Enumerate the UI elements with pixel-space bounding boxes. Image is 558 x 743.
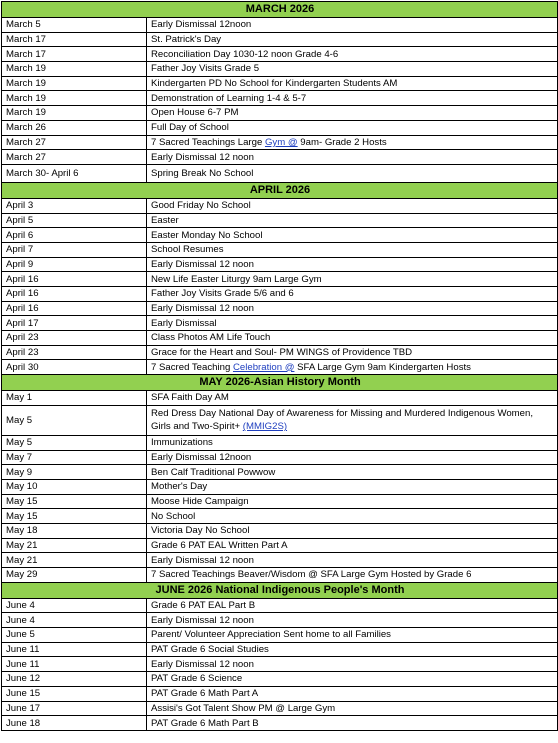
event-cell: New Life Easter Liturgy 9am Large Gym [147, 272, 558, 287]
date-cell: May 15 [2, 509, 147, 524]
table-row [2, 198, 558, 213]
table-row [2, 598, 558, 613]
date-cell: May 21 [2, 553, 147, 568]
table-row [2, 150, 558, 165]
event-cell: Parent/ Volunteer Appreciation Sent home to all Families [147, 628, 558, 643]
table-row [2, 164, 558, 182]
date-cell: March 30- April 6 [2, 164, 147, 182]
table-row [2, 672, 558, 687]
event-cell: Early Dismissal 12 noon [147, 257, 558, 272]
month-header: APRIL 2026 [2, 182, 558, 198]
month-header: MARCH 2026 [2, 2, 558, 18]
table-row [2, 62, 558, 77]
event-cell: Easter [147, 213, 558, 228]
event-cell: PAT Grade 6 Math Part A [147, 686, 558, 701]
table-row [2, 228, 558, 243]
table-row [2, 553, 558, 568]
event-cell: Easter Monday No School [147, 228, 558, 243]
event-cell: St. Patrick's Day [147, 32, 558, 47]
event-cell: Early Dismissal 12 noon [147, 657, 558, 672]
date-cell: April 5 [2, 213, 147, 228]
table-row [2, 331, 558, 346]
date-cell: June 4 [2, 598, 147, 613]
date-cell: March 27 [2, 135, 147, 150]
event-cell: PAT Grade 6 Science [147, 672, 558, 687]
table-row [2, 450, 558, 465]
date-cell: May 9 [2, 465, 147, 480]
date-cell: April 16 [2, 301, 147, 316]
event-cell: Ben Calf Traditional Powwow [147, 465, 558, 480]
month-header-row [2, 182, 558, 198]
table-row [2, 91, 558, 106]
date-cell: June 4 [2, 613, 147, 628]
event-cell: PAT Grade 6 Math Part B [147, 716, 558, 731]
date-cell: May 29 [2, 568, 147, 583]
date-cell: April 9 [2, 257, 147, 272]
event-cell: Kindergarten PD No School for Kindergarten Students AM [147, 76, 558, 91]
underlined-text: Gym @ [264, 136, 298, 148]
table-row [2, 465, 558, 480]
date-cell: May 5 [2, 405, 147, 435]
date-cell: April 23 [2, 331, 147, 346]
event-cell: Class Photos AM Life Touch [147, 331, 558, 346]
underlined-text: Celebration @ [232, 361, 295, 373]
date-cell: March 17 [2, 32, 147, 47]
event-cell: Moose Hide Campaign [147, 494, 558, 509]
date-cell: May 5 [2, 435, 147, 450]
event-cell: Grade 6 PAT EAL Part B [147, 598, 558, 613]
event-cell: School Resumes [147, 242, 558, 257]
month-header-row [2, 2, 558, 18]
table-row [2, 642, 558, 657]
event-cell: Early Dismissal 12noon [147, 450, 558, 465]
table-row [2, 32, 558, 47]
school-calendar-table [1, 1, 558, 731]
event-cell: Early Dismissal 12 noon [147, 301, 558, 316]
event-cell: 7 Sacred Teachings Beaver/Wisdom @ SFA Large Gym Hosted by Grade 6 [147, 568, 558, 583]
table-row [2, 716, 558, 731]
event-cell: Father Joy Visits Grade 5 [147, 62, 558, 77]
table-row [2, 523, 558, 538]
table-row [2, 257, 558, 272]
date-cell: April 16 [2, 287, 147, 302]
date-cell: April 6 [2, 228, 147, 243]
event-cell: Demonstration of Learning 1-4 & 5-7 [147, 91, 558, 106]
table-row [2, 76, 558, 91]
date-cell: June 11 [2, 657, 147, 672]
date-cell: April 23 [2, 345, 147, 360]
date-cell: June 15 [2, 686, 147, 701]
month-header-row [2, 582, 558, 598]
event-cell: Victoria Day No School [147, 523, 558, 538]
table-row [2, 360, 558, 375]
event-cell: Mother's Day [147, 479, 558, 494]
event-cell: 7 Sacred Teaching Celebration @ SFA Large Gym 9am Kindergarten Hosts [147, 360, 558, 375]
date-cell: May 10 [2, 479, 147, 494]
event-cell: Spring Break No School [147, 164, 558, 182]
event-cell: Early Dismissal 12 noon [147, 613, 558, 628]
table-row [2, 613, 558, 628]
month-header: JUNE 2026 National Indigenous People's Month [2, 582, 558, 598]
table-row [2, 509, 558, 524]
table-row [2, 135, 558, 150]
table-row [2, 287, 558, 302]
table-row [2, 435, 558, 450]
event-cell: Grade 6 PAT EAL Written Part A [147, 538, 558, 553]
month-header-row [2, 375, 558, 391]
date-cell: March 27 [2, 150, 147, 165]
event-cell: Good Friday No School [147, 198, 558, 213]
event-cell: Assisi's Got Talent Show PM @ Large Gym [147, 701, 558, 716]
table-row [2, 405, 558, 435]
date-cell: April 17 [2, 316, 147, 331]
table-row [2, 701, 558, 716]
table-row [2, 568, 558, 583]
date-cell: April 7 [2, 242, 147, 257]
event-cell: Reconciliation Day 1030-12 noon Grade 4-6 [147, 47, 558, 62]
table-row [2, 316, 558, 331]
table-row [2, 47, 558, 62]
event-cell: Open House 6-7 PM [147, 106, 558, 121]
table-row [2, 106, 558, 121]
table-row [2, 301, 558, 316]
date-cell: April 3 [2, 198, 147, 213]
date-cell: May 18 [2, 523, 147, 538]
event-cell: Early Dismissal 12 noon [147, 150, 558, 165]
event-cell: Early Dismissal 12 noon [147, 553, 558, 568]
underlined-text: (MMIG2S) [242, 421, 288, 433]
table-row [2, 345, 558, 360]
date-cell: May 15 [2, 494, 147, 509]
event-cell: Father Joy Visits Grade 5/6 and 6 [147, 287, 558, 302]
table-row [2, 242, 558, 257]
event-cell: Full Day of School [147, 120, 558, 135]
date-cell: March 19 [2, 91, 147, 106]
date-cell: May 1 [2, 391, 147, 406]
date-cell: March 19 [2, 62, 147, 77]
date-cell: May 7 [2, 450, 147, 465]
table-row [2, 686, 558, 701]
date-cell: June 17 [2, 701, 147, 716]
event-cell: SFA Faith Day AM [147, 391, 558, 406]
event-cell: Early Dismissal 12noon [147, 18, 558, 33]
table-row [2, 213, 558, 228]
date-cell: June 18 [2, 716, 147, 731]
event-cell: Early Dismissal [147, 316, 558, 331]
table-row [2, 657, 558, 672]
table-row [2, 391, 558, 406]
date-cell: April 16 [2, 272, 147, 287]
event-cell: PAT Grade 6 Social Studies [147, 642, 558, 657]
date-cell: March 19 [2, 106, 147, 121]
event-cell: Immunizations [147, 435, 558, 450]
table-row [2, 494, 558, 509]
date-cell: April 30 [2, 360, 147, 375]
date-cell: May 21 [2, 538, 147, 553]
date-cell: June 11 [2, 642, 147, 657]
date-cell: June 5 [2, 628, 147, 643]
event-cell: Grace for the Heart and Soul- PM WINGS of Providence TBD [147, 345, 558, 360]
table-row [2, 479, 558, 494]
table-row [2, 272, 558, 287]
month-header: MAY 2026-Asian History Month [2, 375, 558, 391]
table-row [2, 538, 558, 553]
table-row [2, 18, 558, 33]
date-cell: March 5 [2, 18, 147, 33]
event-cell: No School [147, 509, 558, 524]
date-cell: June 12 [2, 672, 147, 687]
table-row [2, 628, 558, 643]
event-cell: 7 Sacred Teachings Large Gym @ 9am- Grade 2 Hosts [147, 135, 558, 150]
date-cell: March 17 [2, 47, 147, 62]
table-row [2, 120, 558, 135]
date-cell: March 19 [2, 76, 147, 91]
event-cell: Red Dress Day National Day of Awareness for Missing and Murdered Indigenous Women, Girls and Two-Spirit+ (MMIG2S) [147, 405, 558, 435]
calendar-body [2, 2, 558, 731]
date-cell: March 26 [2, 120, 147, 135]
